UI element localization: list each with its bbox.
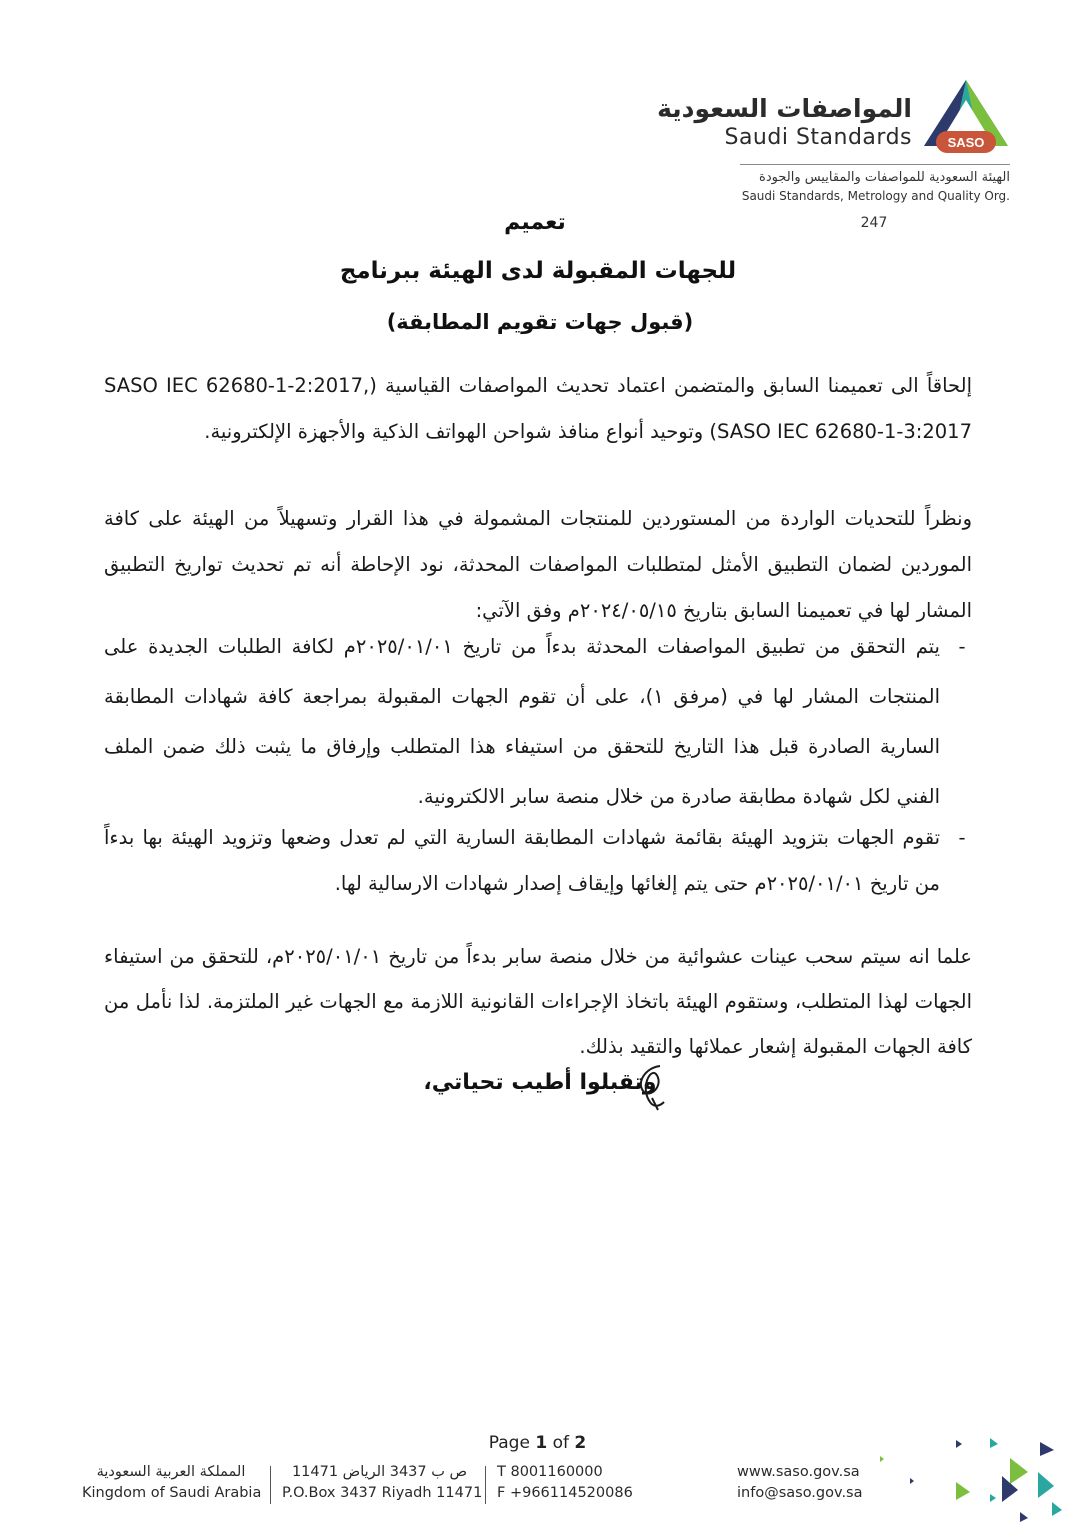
org-name-english: Saudi Standards, Metrology and Quality Org. — [741, 189, 1010, 203]
document-subtitle: للجهات المقبولة لدى الهيئة ببرنامج — [339, 258, 737, 284]
reference-number: 247 — [860, 215, 888, 231]
paragraph-context: ونظراً للتحديات الواردة من المستوردين للمنتجات المشمولة في هذا القرار وتسهيلاً من الهيئة على كافة الموردين لضمان التطبيق الأمثل لمتطلبات المواصفات المحدثة، نود الإحاطة أنه تم تحديث تواريخ التطبيق المشار لها في تعميمنا السابق بتاريخ ٢٠٢٤/٠٥/١٥م وفق الآتي: — [104, 507, 972, 622]
list-item-text: يتم التحقق من تطبيق المواصفات المحدثة بدءاً من تاريخ ٢٠٢٥/٠١/٠١م لكافة الطلبات الجديدة على المنتجات المشار لها في (مرفق ١)، على أن تقوم الجهات المقبولة بمراجعة كافة شهادات المطابقة السارية الصادرة قبل هذا التاريخ للتحقق من استيفاء هذا المتطلب وإرفاق ما يثبت ذلك ضمن الملف الفني لكل شهادة مطابقة صادرة من خلال منصة سابر الالكترونية. — [104, 635, 940, 808]
footer-address: ص ب 3437 الرياض 11471 P.O.Box 3437 Riyadh 11471 — [282, 1464, 483, 1501]
list-item — [104, 815, 972, 907]
signature-mark — [630, 1058, 678, 1118]
logo-badge-text: SASO — [947, 135, 985, 150]
program-name: (قبول جهات تقويم المطابقة) — [386, 310, 694, 334]
website-link[interactable]: www.saso.gov.sa — [737, 1464, 860, 1480]
list-bullet: - — [958, 826, 966, 849]
list-item-text: تقوم الجهات بتزويد الهيئة بقائمة شهادات المطابقة السارية التي لم تعدل وضعها وتزويد الهيئة بها بدءاً من تاريخ ٢٠٢٥/٠١/٠١م حتى يتم إلغائها وإيقاف إصدار شهادات الارسالية لها. — [104, 826, 940, 895]
list-item — [104, 622, 972, 822]
logo-divider — [740, 164, 1010, 165]
footer-contact-phone: T 8001160000 F +966114520086 — [497, 1464, 633, 1501]
document-title: تعميم — [504, 210, 566, 235]
footer-country: المملكة العربية السعودية Kingdom of Saudi Arabia — [82, 1464, 262, 1501]
paragraph-intro: إلحاقاً الى تعميمنا السابق والمتضمن اعتماد تحديث المواصفات القياسية (SASO IEC 62680-1-2:2017, SASO IEC 62680-1-3:2017) وتوحيد أنواع منافذ شواحن الهواتف الذكية والأجهزة الإلكترونية. — [104, 374, 972, 443]
footer-divider — [270, 1466, 271, 1504]
list-bullet: - — [958, 635, 966, 658]
logo-english-text: Saudi Standards — [724, 125, 912, 150]
org-name-arabic: الهيئة السعودية للمواصفات والمقاييس والجودة — [759, 170, 1010, 185]
closing-greeting: وتقبلوا أطيب تحياتي، — [423, 1070, 657, 1095]
saso-logo — [657, 78, 1010, 213]
footer-divider — [485, 1466, 486, 1504]
footer-web — [737, 1462, 877, 1510]
logo-arabic-text: المواصفات السعودية — [657, 94, 912, 123]
paragraph-notice: علما انه سيتم سحب عينات عشوائية من خلال منصة سابر بدءاً من تاريخ ٢٠٢٥/٠١/٠١م، للتحقق من استيفاء الجهات لهذا المتطلب، وستقوم الهيئة باتخاذ الإجراءات القانونية اللازمة مع الجهات غير الملتزمة. لذا نأمل من كافة الجهات المقبولة إشعار عملائها والتقيد بذلك. — [104, 945, 972, 1058]
page-number: Page 1 of 2 — [488, 1433, 587, 1453]
email-link[interactable]: info@saso.gov.sa — [737, 1485, 863, 1501]
saso-logo-icon — [922, 78, 1010, 158]
decorative-triangles-icon — [870, 1432, 1070, 1532]
